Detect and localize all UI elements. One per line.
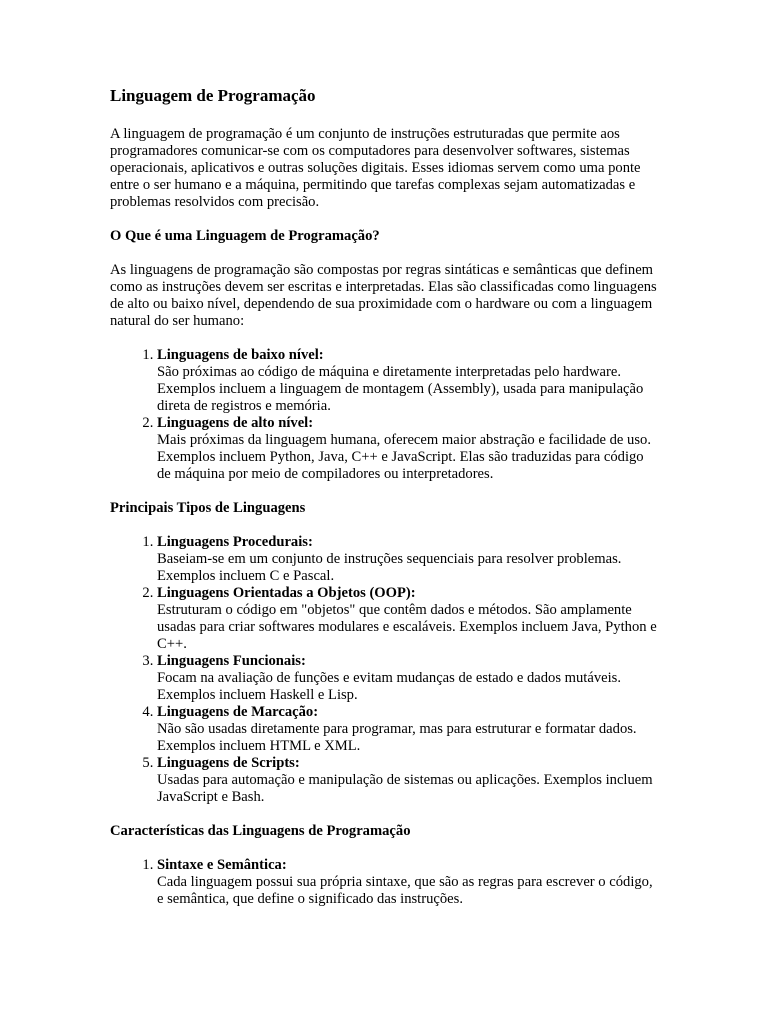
document-title: Linguagem de Programação [110,86,316,105]
list-item [157,704,658,755]
section-heading-characteristics: Características das Linguagens de Programação [110,823,411,839]
list-item-title: 4. Linguagens de Marcação: [157,704,319,720]
section-heading-what-is: O Que é uma Linguagem de Programação? [110,228,380,244]
list-item-description: Mais próximas da linguagem humana, oferecem maior abstração e facilidade de uso. Exemplos incluem Python, Java, C++ e JavaScript. Elas são traduzidas para código de máquina por meio de compiladores ou interpretadores. [157,432,651,482]
list-item [157,347,658,415]
intro-paragraph: A linguagem de programação é um conjunto de instruções estruturadas que permite aos programadores comunicar-se com os computadores para desenvolver softwares, sistemas operacionais, aplicativos e outras soluções digitais. Esses idiomas servem como uma ponte entre o ser humano e a máquina, permitindo que tarefas complexas sejam automatizadas e problemas resolvidos com precisão. [110,126,641,210]
list-item-title: 5. Linguagens de Scripts: [157,755,300,771]
section-heading-types: Principais Tipos de Linguagens [110,500,306,516]
list-item-title: 1. Sintaxe e Semântica: [157,857,287,873]
list-item-description: Não são usadas diretamente para programar, mas para estruturar e formatar dados. Exemplos incluem HTML e XML. [157,721,637,754]
list-item-description: Cada linguagem possui sua própria sintaxe, que são as regras para escrever o código, e semântica, que define o significado das instruções. [157,874,653,907]
list-item [157,755,658,806]
list-item-description: Baseiam-se em um conjunto de instruções sequenciais para resolver problemas. Exemplos incluem C e Pascal. [157,551,622,584]
list-item [157,857,658,908]
types-list [110,534,658,806]
list-item-title: 1. Linguagens de baixo nível: [157,347,324,363]
section-what-is-paragraph: As linguagens de programação são compostas por regras sintáticas e semânticas que definem como as instruções devem ser escritas e interpretadas. Elas são classificadas como linguagens de alto ou baixo nível, dependendo de sua proximidade com o hardware ou com a linguagem natural do ser humano: [110,262,657,329]
list-item [157,585,658,653]
list-item [157,415,658,483]
characteristics-list [110,857,658,908]
list-item [157,653,658,704]
list-item-description: Usadas para automação e manipulação de sistemas ou aplicações. Exemplos incluem JavaScript e Bash. [157,772,653,805]
list-item-description: Focam na avaliação de funções e evitam mudanças de estado e dados mutáveis. Exemplos incluem Haskell e Lisp. [157,670,621,703]
list-item-description: Estruturam o código em "objetos" que contêm dados e métodos. São amplamente usadas para criar softwares modulares e escaláveis. Exemplos incluem Java, Python e C++. [157,602,657,652]
list-item [157,534,658,585]
list-item-title: 1. Linguagens Procedurais: [157,534,313,550]
level-list [110,347,658,483]
list-item-title: 3. Linguagens Funcionais: [157,653,306,669]
list-item-title: 2. Linguagens de alto nível: [157,415,314,431]
list-item-description: São próximas ao código de máquina e diretamente interpretadas pelo hardware. Exemplos incluem a linguagem de montagem (Assembly), usada para manipulação direta de registros e memória. [157,364,644,414]
list-item-title: 2. Linguagens Orientadas a Objetos (OOP): [157,585,416,601]
